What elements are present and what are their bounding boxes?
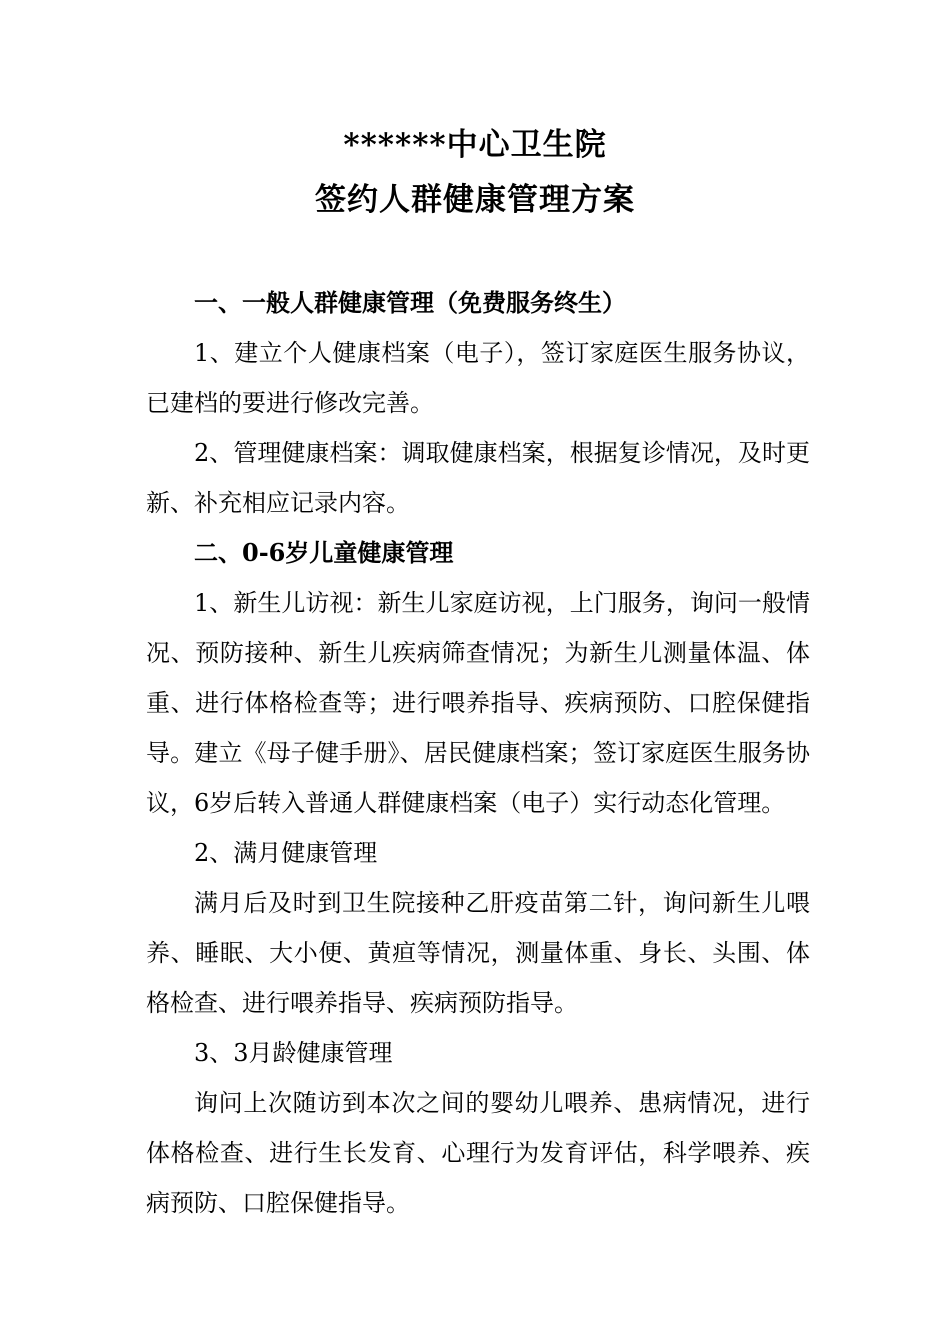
paragraph: 满月后及时到卫生院接种乙肝疫苗第二针，询问新生儿喂养、睡眠、大小便、黄疸等情况，测量体重、身长、头围、体格检查、进行喂养指导、疾病预防指导。 — [146, 889, 810, 1017]
document-title-line1: ******中心卫生院 — [343, 127, 607, 163]
paragraph: 1、建立个人健康档案（电子），签订家庭医生服务协议，已建档的要进行修改完善。 — [146, 339, 810, 417]
section-heading: 二、0-6岁儿童健康管理 — [194, 538, 454, 567]
section-heading: 一、一般人群健康管理（免费服务终生） — [194, 288, 626, 317]
subsection-heading: 3、3月龄健康管理 — [194, 1039, 393, 1067]
document-body — [146, 278, 810, 1228]
subsection-heading: 2、满月健康管理 — [194, 839, 378, 867]
document-title-line2: 签约人群健康管理方案 — [315, 182, 635, 218]
paragraph: 1、新生儿访视：新生儿家庭访视，上门服务，询问一般情况、预防接种、新生儿疾病筛查情况；为新生儿测量体温、体重、进行体格检查等；进行喂养指导、疾病预防、口腔保健指导。建立《母子健手册》、居民健康档案；签订家庭医生服务协议，6岁后转入普通人群健康档案（电子）实行动态化管理。 — [146, 589, 810, 817]
paragraph: 询问上次随访到本次之间的婴幼儿喂养、患病情况，进行体格检查、进行生长发育、心理行为发育评估，科学喂养、疾病预防、口腔保健指导。 — [146, 1089, 810, 1217]
paragraph: 2、管理健康档案：调取健康档案，根据复诊情况，及时更新、补充相应记录内容。 — [146, 439, 810, 517]
